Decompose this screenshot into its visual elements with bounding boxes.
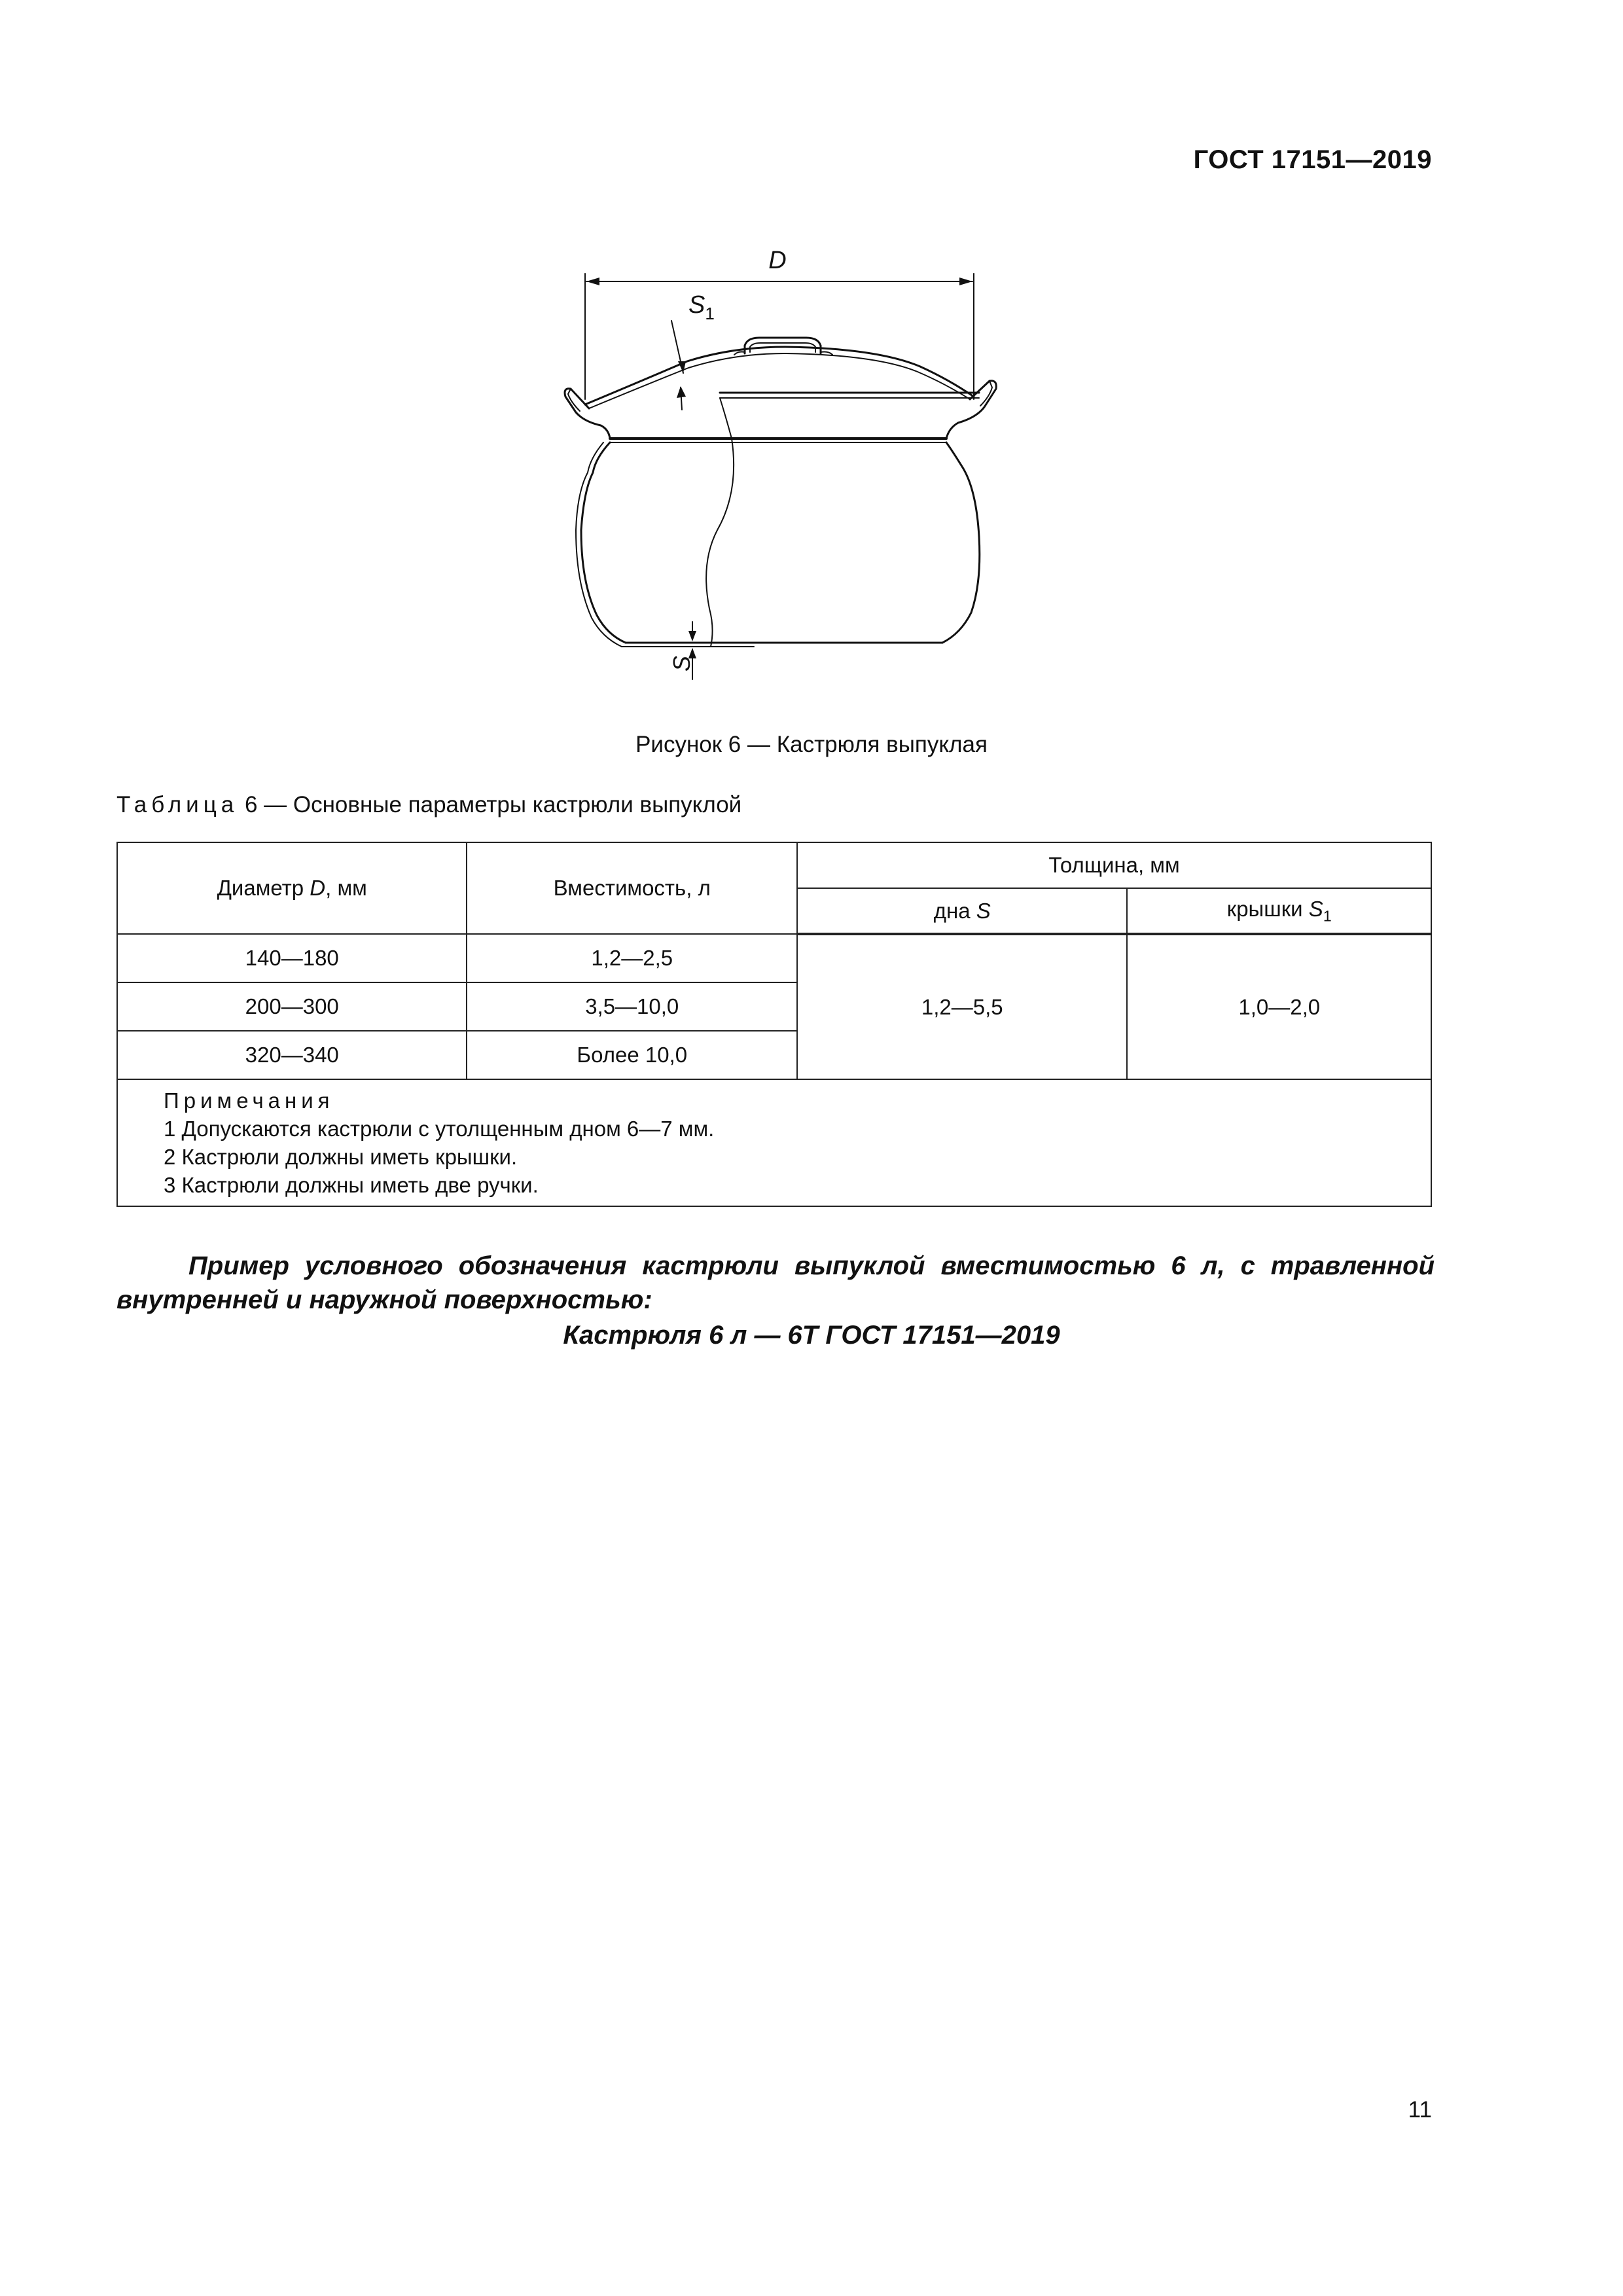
note-item: 3 Кастрюли должны иметь две ручки. <box>164 1173 539 1197</box>
header-thickness: Толщина, мм <box>797 842 1431 888</box>
table-title-text: 6 — Основные параметры кастрюли выпуклой <box>238 792 742 817</box>
note-item: 2 Кастрюли должны иметь крышки. <box>164 1145 518 1169</box>
note-item: 1 Допускаются кастрюли с утолщенным дном 6—7 мм. <box>164 1117 715 1141</box>
header-lid-thickness: крышки $S_1$ <box>1127 888 1431 934</box>
table-row <box>117 934 1431 982</box>
parameters-table <box>116 842 1432 1207</box>
cell-diameter: 140—180 <box>117 934 467 982</box>
cell-capacity: Более 10,0 <box>467 1031 797 1079</box>
header-bottom-thickness: дна S <box>797 888 1127 934</box>
pot-drawing <box>524 242 1034 713</box>
cell-lid-thickness: 1,0—2,0 <box>1127 934 1431 1079</box>
designation-example-text: Пример условного обозначения кастрюли выпуклой вместимостью 6 л, с травленной внутренней и наружной поверхностью: <box>116 1251 1435 1314</box>
pot-body-outer <box>581 442 980 643</box>
section-break-line <box>706 398 734 647</box>
cell-bottom-thickness: 1,2—5,5 <box>797 934 1127 1079</box>
label-s: S <box>668 655 695 672</box>
cell-diameter: 320—340 <box>117 1031 467 1079</box>
pot-body-inner <box>576 442 753 647</box>
lid-knob <box>745 338 821 353</box>
notes-heading: Примечания <box>164 1088 334 1113</box>
designation-example: Кастрюля 6 л — 6Т ГОСТ 17151—2019 <box>563 1321 1060 1350</box>
page-number: 11 <box>1408 2097 1432 2123</box>
arrow-right <box>959 278 972 285</box>
lid-outer <box>585 347 974 404</box>
header-capacity: Вместимость, л <box>467 842 797 934</box>
table-title <box>116 792 741 818</box>
figure-caption: Рисунок 6 — Кастрюля выпуклая <box>635 732 988 757</box>
cell-capacity: 3,5—10,0 <box>467 982 797 1031</box>
arrow-left <box>586 278 599 285</box>
header-diameter: Диаметр D, мм <box>117 842 467 934</box>
cell-capacity: 1,2—2,5 <box>467 934 797 982</box>
lid-inner <box>589 353 970 408</box>
label-s1: $S_1$ <box>688 291 715 323</box>
table-title-prefix: Таблица <box>116 792 239 817</box>
cell-diameter: 200—300 <box>117 982 467 1031</box>
table-notes <box>117 1079 1431 1206</box>
document-code: ГОСТ 17151—2019 <box>1193 145 1432 174</box>
label-d: D <box>768 247 787 274</box>
pot-figure <box>524 242 1034 713</box>
